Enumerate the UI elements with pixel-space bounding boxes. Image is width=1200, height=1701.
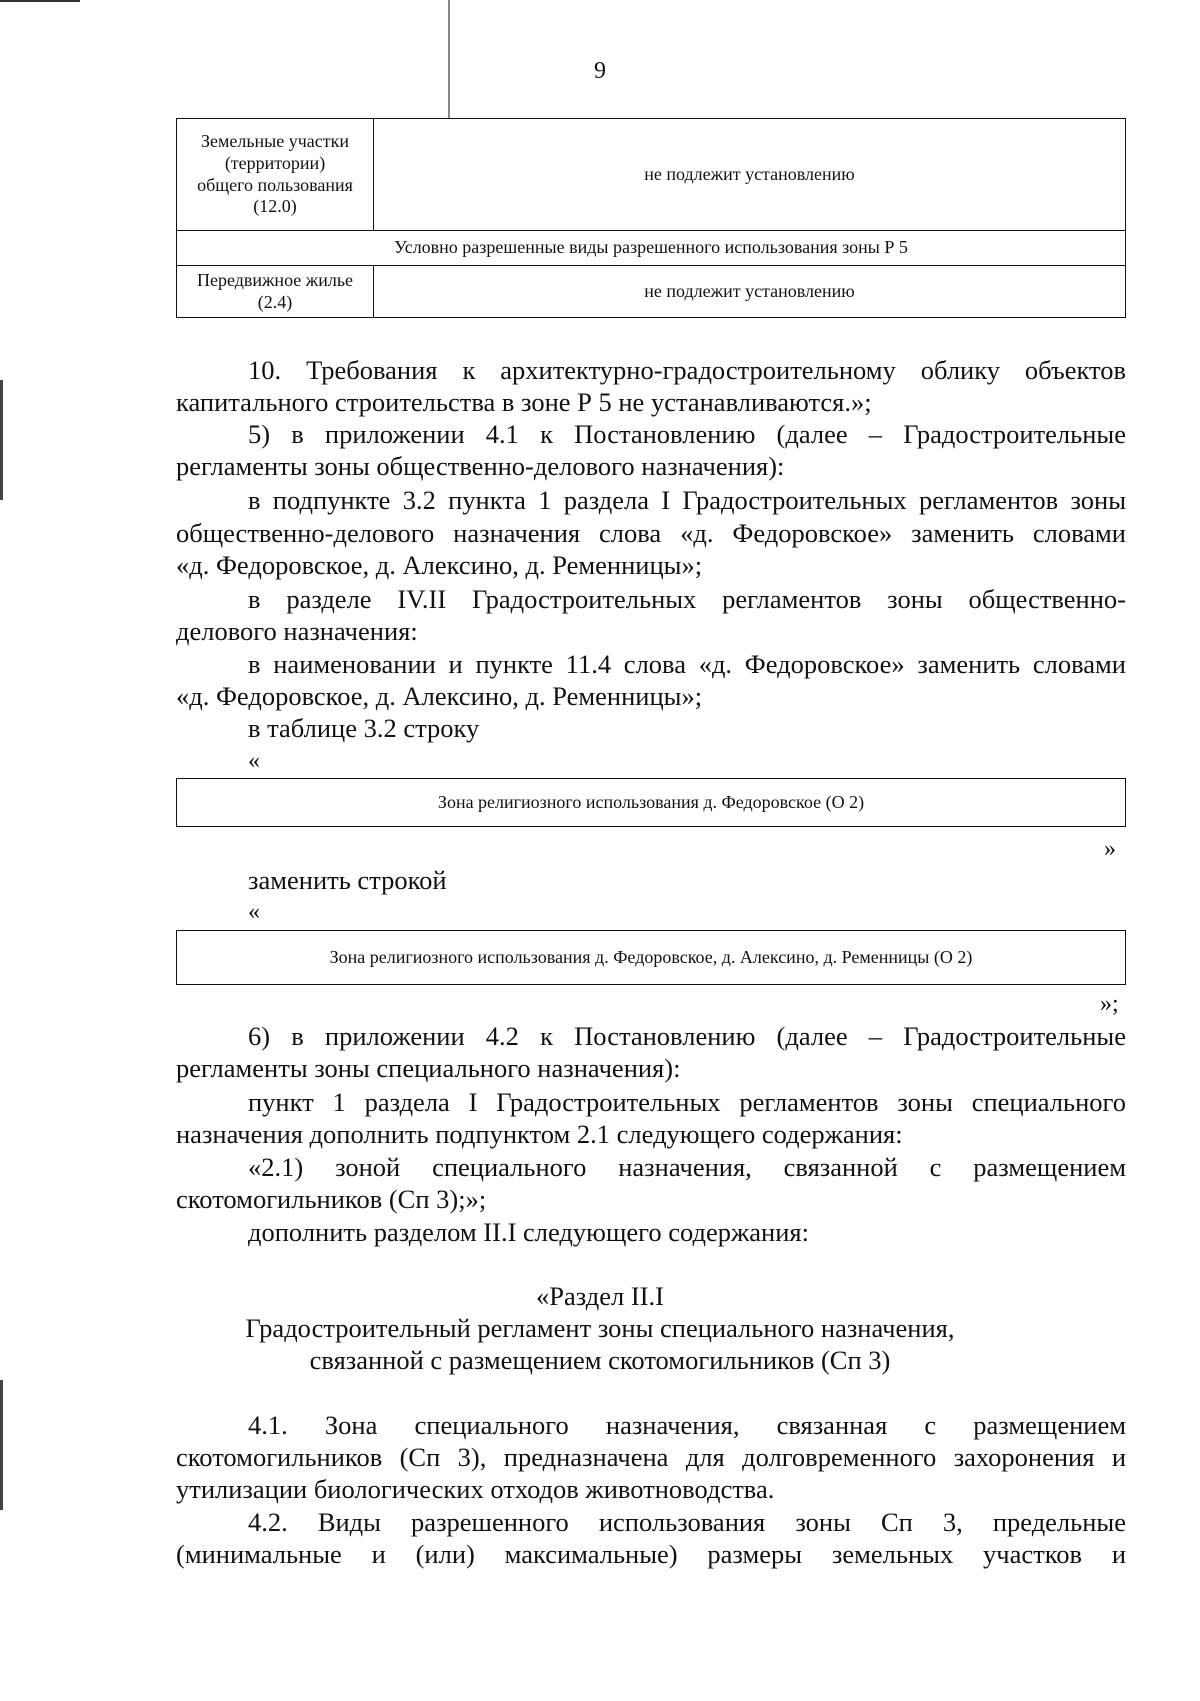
table-cell-value: не подлежит установлению — [374, 119, 1126, 231]
paragraph-line: в таблице 3.2 строку — [248, 713, 480, 743]
cell-text: (территории) — [224, 152, 326, 173]
paragraph-line: скотомогильников (Сп 3);»; — [176, 1184, 487, 1214]
paragraph-line: 4.1. Зона специального назначения, связанная с размещением — [248, 1410, 1126, 1440]
paragraph-line: регламенты зоны специального назначения): — [176, 1053, 681, 1083]
paragraph-line: 4.2. Виды разрешенного использования зоны Сп 3, предельные — [248, 1507, 1126, 1537]
paragraph-line: регламенты зоны общественно-делового назначения): — [176, 451, 785, 481]
opening-quote: « — [248, 899, 260, 925]
paragraph-line: 5) в приложении 4.1 к Постановлению (далее – Градостроительные — [248, 419, 1126, 449]
section-heading: связанной с размещением скотомогильников (Сп 3) — [309, 1345, 891, 1375]
cell-text: Земельные участки — [200, 131, 350, 152]
cell-text: (2.4) — [257, 291, 293, 312]
cell-text: Передвижное жилье — [196, 269, 354, 290]
paragraph-line: «д. Федоровское, д. Алексино, д. Ременницы»; — [176, 681, 703, 711]
paragraph-line: заменить строкой — [248, 865, 447, 895]
paragraph-line: в разделе IV.II Градостроительных регламентов зоны общественно- — [248, 584, 1126, 614]
paragraph-line: в подпункте 3.2 пункта 1 раздела I Градостроительных регламентов зоны — [248, 485, 1126, 515]
closing-quote: »; — [1100, 991, 1119, 1017]
paragraph-line: дополнить разделом II.I следующего содержания: — [248, 1217, 809, 1247]
replacement-row-box: Зона религиозного использования д. Федоровское, д. Алексино, д. Ременницы (О 2) — [176, 930, 1126, 985]
opening-quote: « — [248, 748, 260, 774]
table-cell-use-name — [177, 266, 374, 318]
table-row — [177, 119, 1126, 231]
table-cell-use-name — [177, 119, 374, 231]
cell-text: общего пользования — [197, 174, 353, 195]
paragraph-line: «2.1) зоной специального назначения, связанной с размещением — [248, 1152, 1126, 1182]
table-cell-value: не подлежит установлению — [374, 266, 1126, 318]
table-section-row — [177, 231, 1126, 266]
table-row — [177, 266, 1126, 318]
paragraph-line: в наименовании и пункте 11.4 слова «д. Федоровское» заменить словами — [248, 649, 1126, 679]
section-heading: «Раздел II.I — [536, 1281, 664, 1311]
paragraph-line: общественно-делового назначения слова «д. Федоровское» заменить словами — [176, 518, 1126, 548]
paragraph-line: 10. Требования к архитектурно-градостроительному облику объектов — [248, 355, 1126, 385]
paragraph-line: назначения дополнить подпунктом 2.1 следующего содержания: — [176, 1119, 903, 1149]
paragraph-line: (минимальные и (или) максимальные) размеры земельных участков и — [176, 1539, 1126, 1569]
table-section-title: Условно разрешенные виды разрешенного использования зоны Р 5 — [177, 231, 1126, 266]
replaced-row-box: Зона религиозного использования д. Федоровское (О 2) — [176, 778, 1126, 827]
paragraph-line: капитального строительства в зоне Р 5 не устанавливаются.»; — [176, 387, 872, 417]
cell-text: (12.0) — [253, 196, 297, 217]
paragraph-line: «д. Федоровское, д. Алексино, д. Ременницы»; — [176, 550, 703, 580]
paragraph-line: пункт 1 раздела I Градостроительных регламентов зоны специального — [248, 1087, 1126, 1117]
regulation-table — [176, 118, 1126, 318]
paragraph-line: 6) в приложении 4.2 к Постановлению (далее – Градостроительные — [248, 1021, 1126, 1051]
paragraph-line: делового назначения: — [176, 616, 418, 646]
scan-corner-mark — [0, 0, 80, 2]
paragraph-line: скотомогильников (Сп 3), предназначена для долговременного захоронения и — [176, 1442, 1126, 1472]
closing-quote: » — [1104, 836, 1116, 862]
scan-edge-mark — [0, 1380, 3, 1510]
paragraph-line: утилизации биологических отходов животноводства. — [176, 1474, 775, 1504]
section-heading: Градостроительный регламент зоны специального назначения, — [245, 1313, 955, 1343]
page-number: 9 — [594, 58, 606, 84]
scan-edge-mark — [0, 380, 3, 500]
